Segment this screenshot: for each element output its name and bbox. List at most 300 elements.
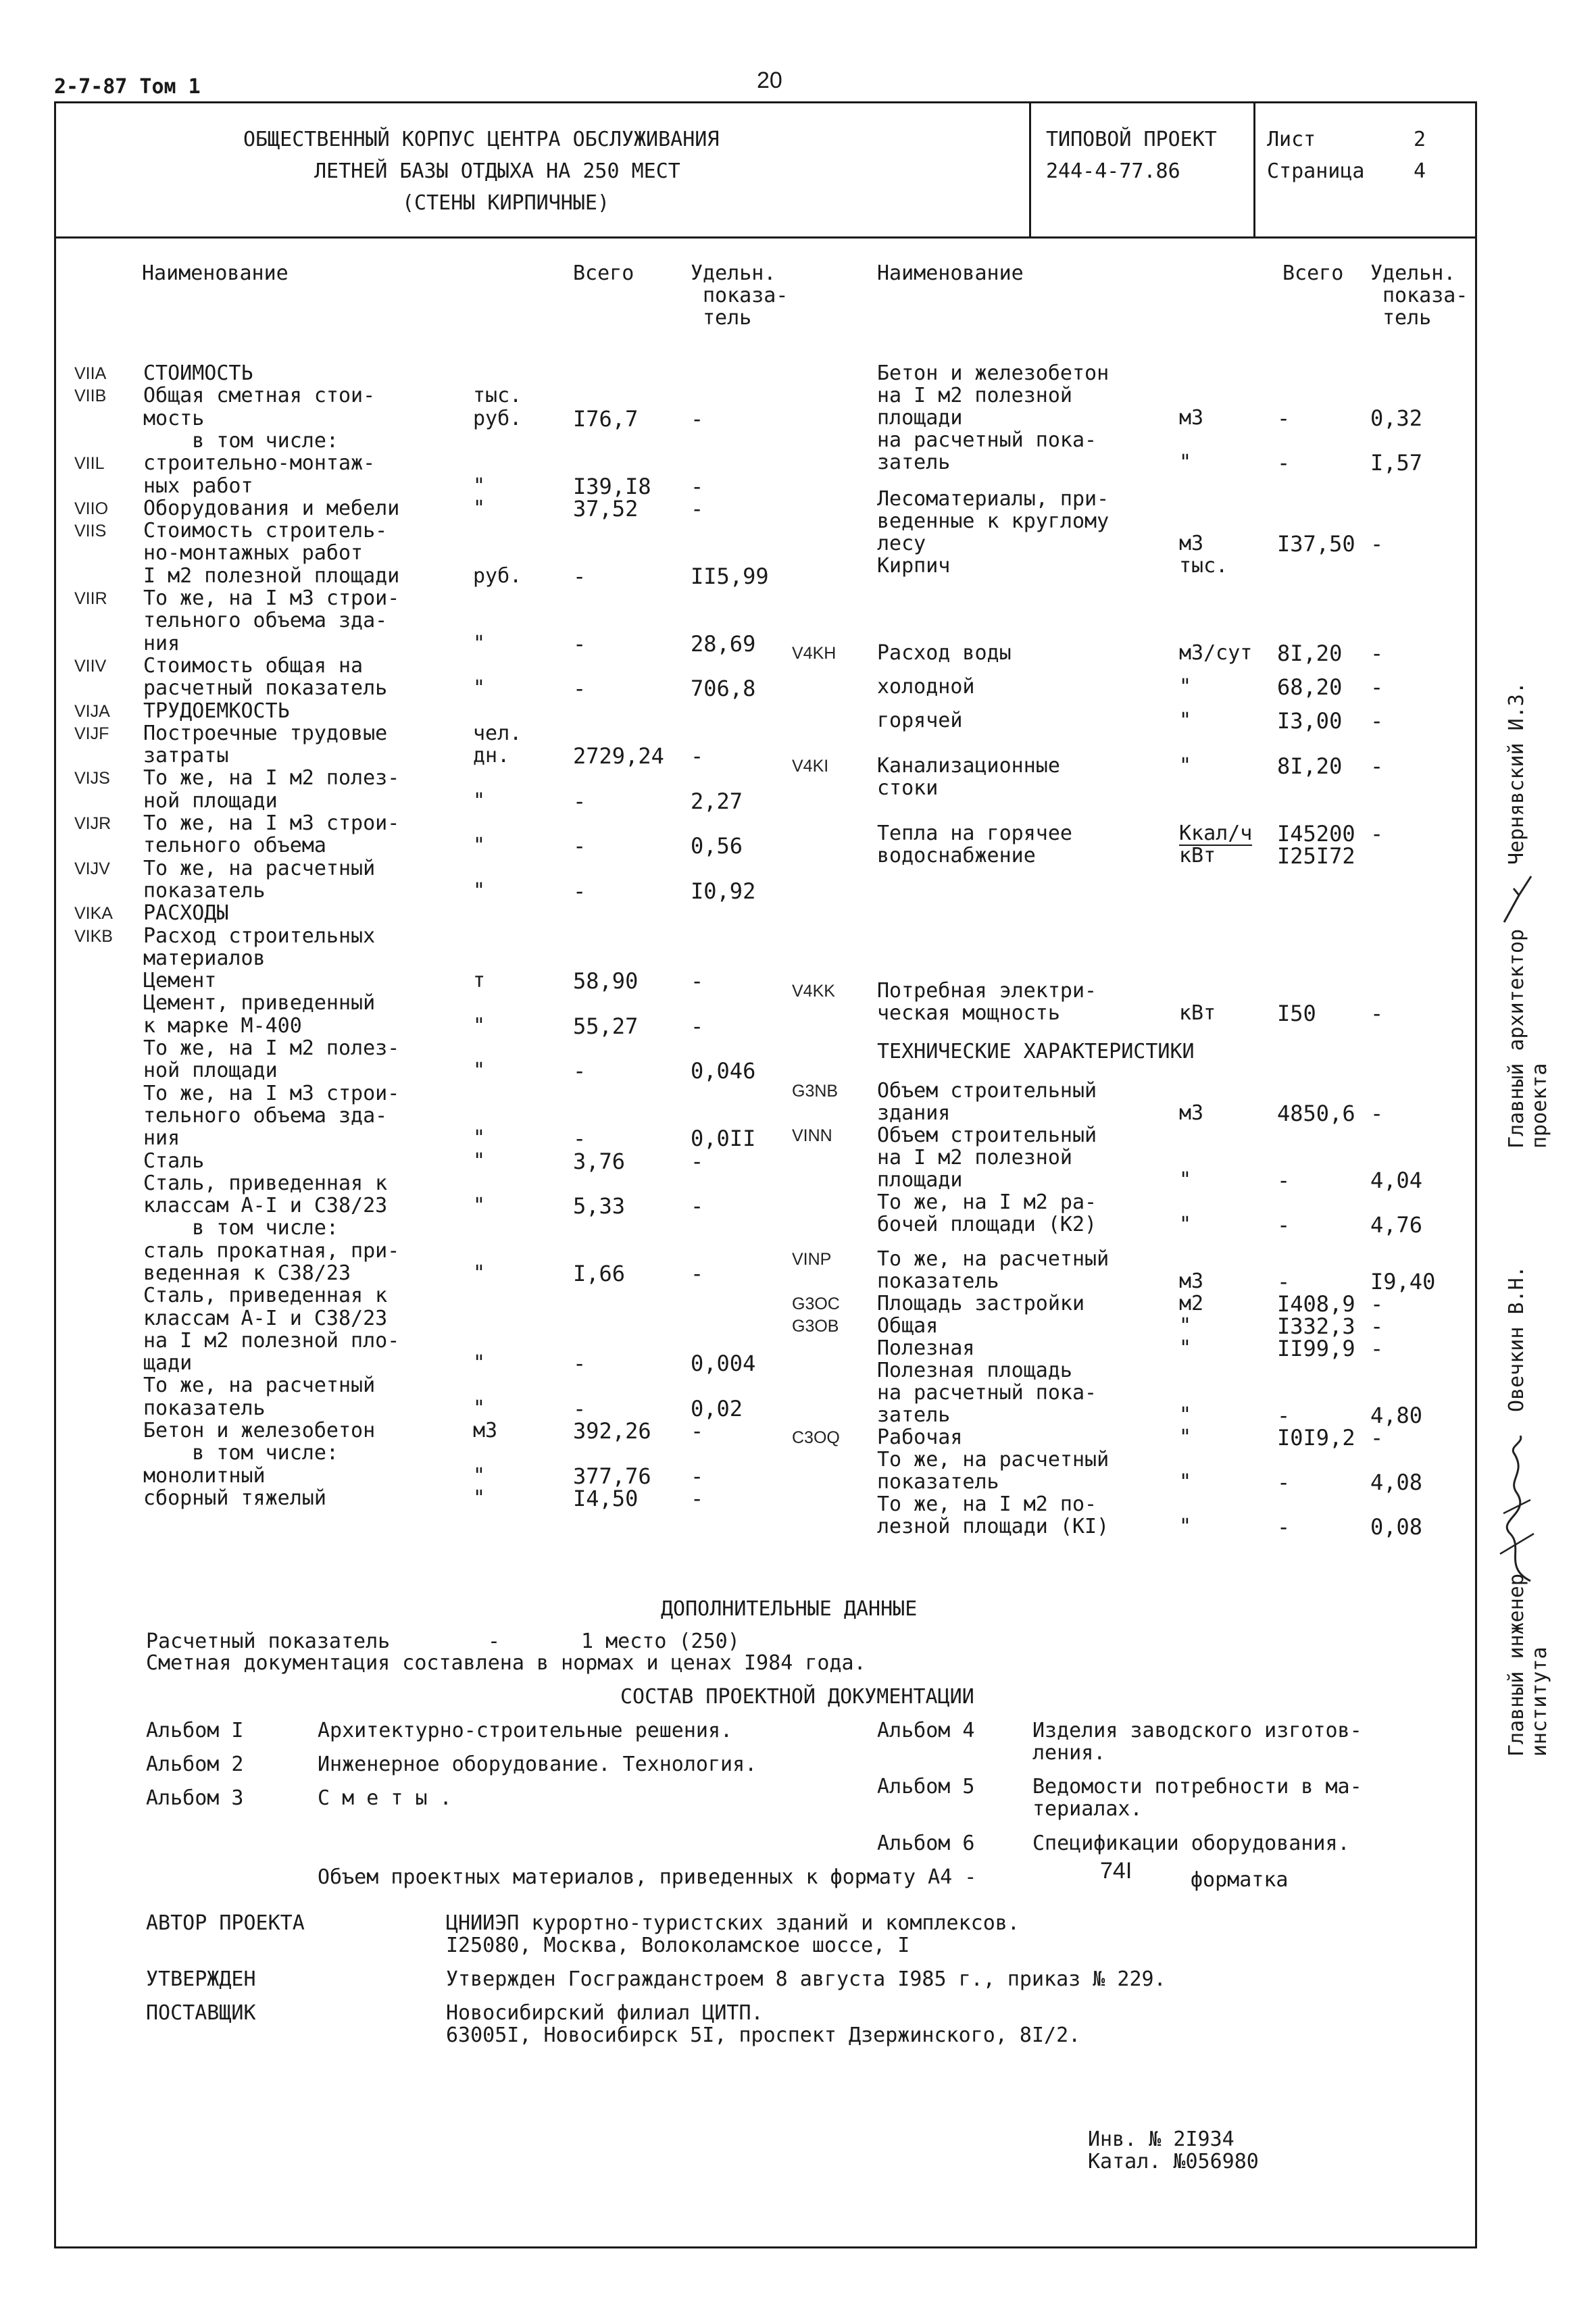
right-row-spec: - (1370, 1291, 1384, 1317)
right-row-total: - (1277, 1469, 1291, 1495)
project-label: ТИПОВОЙ ПРОЕКТ (1046, 128, 1217, 151)
left-row-name: тельного объема зда- (143, 609, 388, 632)
right-row-spec: - (1370, 1001, 1384, 1026)
right-row-name: лезной площади (КI) (877, 1515, 1109, 1538)
estimate-note: Сметная документация составлена в нормах и ценах I984 года. (146, 1651, 866, 1675)
right-row-name: Объем строительный (877, 1124, 1097, 1147)
right-row-spec: 4,08 (1370, 1469, 1423, 1495)
left-row-spec: - (691, 1149, 704, 1174)
left-row-total: 2729,24 (573, 743, 664, 769)
right-row-spec: 4,80 (1370, 1403, 1423, 1428)
left-row-unit: " (473, 632, 486, 655)
right-row-total: 8I,20 (1277, 640, 1343, 666)
right-row-name: Бетон и железобетон (877, 361, 1109, 385)
left-row-code: VIIR (74, 589, 107, 608)
right-row-spec: - (1370, 753, 1384, 779)
album-3-text: С м е т ы . (318, 1786, 452, 1810)
left-row-unit: " (473, 1149, 486, 1173)
right-row-total: I408,9 (1277, 1291, 1355, 1317)
left-row-name: расчетный показатель (143, 676, 388, 700)
right-row-unit: м3 (1179, 1269, 1204, 1293)
extra-heading: ДОПОЛНИТЕЛЬНЫЕ ДАННЫЕ (661, 1597, 918, 1621)
right-row-total: I50 (1277, 1001, 1316, 1026)
album-6-label: Альбом 6 (877, 1832, 975, 1855)
right-row-name: площади (877, 406, 963, 430)
right-row-total: 68,20 (1277, 674, 1343, 700)
col-header-total: Всего (573, 261, 634, 285)
supplier-label: ПОСТАВЩИК (146, 2001, 256, 2025)
left-row-name: монолитный (143, 1464, 266, 1488)
left-row-total: 58,90 (573, 968, 639, 994)
left-row-unit: " (473, 676, 486, 700)
right-row-unit: " (1179, 1515, 1192, 1538)
right-row-name: Тепла на горячее (877, 822, 1072, 845)
left-row-name: классам А-I и С38/23 (143, 1307, 388, 1330)
right-row-name: Потребная электри- (877, 979, 1097, 1003)
left-row-total: - (573, 676, 587, 701)
right-row-name: здания (877, 1101, 951, 1125)
engineer-signature (1490, 1432, 1544, 1588)
left-row-name: Стоимость общая на (143, 654, 364, 678)
approved-label: УТВЕРЖДЕН (146, 1967, 256, 1991)
right-row-name: Лесоматериалы, при- (877, 487, 1109, 511)
left-row-code: VIJF (74, 724, 109, 743)
left-row-total: I4,50 (573, 1486, 639, 1511)
right-row-name: площади (877, 1168, 963, 1192)
page-label: Страница (1267, 159, 1365, 183)
sheet-value: 2 (1414, 128, 1426, 151)
left-row-name: То же, на расчетный (143, 1374, 376, 1397)
left-row-code: VIJS (74, 769, 110, 788)
right-row-name: бочей площади (К2) (877, 1213, 1097, 1236)
right-row-unit: " (1179, 1168, 1192, 1192)
left-row-total: - (573, 1058, 587, 1084)
right-row-name: водоснабжение (877, 844, 1036, 867)
right-row-total: - (1277, 1212, 1291, 1238)
right-row-spec: - (1370, 531, 1384, 557)
right-row-spec: 4,04 (1370, 1167, 1423, 1193)
chief-architect-name: Чернявский И.З. (1505, 682, 1528, 865)
left-row-total: - (573, 631, 587, 657)
right-row-name: на I м2 полезной (877, 1146, 1072, 1169)
right-row-unit: " (1179, 1403, 1192, 1427)
left-row-name: ния (143, 632, 180, 655)
right-row-spec: 0,32 (1370, 405, 1423, 431)
album-4-label: Альбом 4 (877, 1719, 975, 1742)
volume-value: 74I (1100, 1858, 1132, 1884)
right-row-spec: 0,08 (1370, 1514, 1423, 1540)
right-row-total: I332,3 (1277, 1313, 1355, 1339)
right-row-unit: Ккал/ч (1179, 822, 1253, 845)
left-row-unit: руб. (473, 564, 522, 588)
left-row-unit: тыс. (473, 384, 522, 407)
col-header-spec-right-1: Удельн. (1370, 261, 1456, 285)
album-4-text: Изделия заводского изготов- (1032, 1719, 1362, 1742)
left-row-unit: " (473, 1014, 486, 1038)
left-row-name: ния (143, 1126, 180, 1150)
right-row-spec: - (1370, 1425, 1384, 1451)
header-title-3: (СТЕНЫ КИРПИЧНЫЕ) (402, 191, 610, 215)
left-row-code: VIIS (74, 522, 107, 540)
left-row-spec: 0,046 (691, 1058, 756, 1084)
left-row-name: ной площади (143, 789, 278, 813)
author-line-2: I25080, Москва, Волоколамское шоссе, I (446, 1934, 910, 1957)
right-row-code: V4KK (792, 982, 835, 1001)
doc-reference: 2-7-87 Том 1 (54, 75, 201, 99)
left-row-name: Оборудования и мебели (143, 497, 400, 520)
left-row-code: VIJR (74, 814, 111, 833)
chief-engineer-title-1: Главный инженер (1505, 1574, 1528, 1757)
right-row-spec: - (1370, 1101, 1384, 1126)
left-row-spec: - (691, 1013, 704, 1039)
right-row-total: I25I72 (1277, 843, 1355, 869)
left-row-name: Сталь, приведенная к (143, 1284, 388, 1307)
right-row-unit: м3 (1179, 1101, 1204, 1125)
author-label: АВТОР ПРОЕКТА (146, 1911, 305, 1935)
left-row-unit: м3 (473, 1419, 498, 1442)
left-row-name: То же, на I м3 строи- (143, 811, 400, 835)
page-value: 4 (1414, 159, 1426, 183)
left-row-unit: " (473, 1261, 486, 1285)
right-row-code: G3OB (792, 1317, 839, 1336)
right-row-code: V4KI (792, 757, 829, 776)
right-row-unit: " (1179, 709, 1192, 732)
right-row-unit: " (1179, 451, 1192, 474)
author-line-1: ЦНИИЭП курортно-туристских зданий и комплексов. (446, 1911, 1020, 1935)
left-row-total: 3,76 (573, 1149, 626, 1174)
right-row-total: 4850,6 (1277, 1101, 1355, 1126)
left-row-unit: руб. (473, 407, 522, 430)
left-row-name: СТОИМОСТЬ (143, 361, 253, 385)
left-row-total: - (573, 1126, 587, 1151)
left-row-unit: " (473, 1194, 486, 1217)
left-row-name: То же, на I м3 строи- (143, 586, 400, 610)
right-row-name: на I м2 полезной (877, 384, 1072, 407)
left-row-code: VIIL (74, 454, 105, 473)
right-row-name: Полезная (877, 1336, 975, 1360)
right-row-total: I45200 (1277, 821, 1355, 847)
right-row-spec: - (1370, 1313, 1384, 1339)
left-row-name: мость (143, 407, 205, 430)
album-1-label: Альбом I (146, 1719, 244, 1742)
right-row-spec: - (1370, 674, 1384, 700)
right-row-unit: " (1179, 1314, 1192, 1338)
right-row-code: G3NB (792, 1082, 839, 1101)
calc-indicator-value: 1 место (250) (581, 1630, 740, 1653)
col-header-name-right: Наименование (877, 261, 1024, 285)
left-row-unit: " (473, 1059, 486, 1082)
right-row-total: I3,00 (1277, 708, 1343, 734)
left-row-unit: чел. (473, 722, 522, 745)
right-row-name: на расчетный пока- (877, 1381, 1097, 1405)
album-6-text: Спецификации оборудования. (1032, 1832, 1350, 1855)
right-row-unit: " (1179, 1336, 1192, 1360)
left-row-spec: - (691, 496, 704, 522)
left-row-total: - (573, 878, 587, 904)
page-number: 20 (757, 68, 782, 93)
left-row-total: 37,52 (573, 496, 639, 522)
left-row-name: но-монтажных работ (143, 541, 364, 565)
left-row-spec: - (691, 406, 704, 432)
right-row-name: затель (877, 1403, 951, 1427)
left-row-code: VIKA (74, 904, 113, 923)
right-row-name: показатель (877, 1470, 999, 1494)
left-row-name: показатель (143, 1397, 266, 1420)
approved-text: Утвержден Госгражданстроем 8 августа I985 г., приказ № 229. (446, 1967, 1166, 1991)
right-row-total: - (1277, 1269, 1291, 1294)
left-row-name: затраты (143, 744, 229, 768)
left-row-code: VIIA (74, 364, 107, 383)
left-row-spec: - (691, 968, 704, 994)
left-row-unit: " (473, 789, 486, 813)
right-row-name: Объем строительный (877, 1079, 1097, 1103)
left-row-name: строительно-монтаж- (143, 451, 376, 475)
right-row-spec: 4,76 (1370, 1212, 1423, 1238)
right-row-name: То же, на I м2 ра- (877, 1190, 1097, 1214)
left-row-name: Сталь, приведенная к (143, 1172, 388, 1195)
left-row-total: 392,26 (573, 1418, 651, 1444)
left-row-unit: " (473, 1397, 486, 1420)
left-row-name: ных работ (143, 474, 253, 498)
right-row-unit: " (1179, 675, 1192, 699)
catalog-number: Катал. №056980 (1088, 2150, 1259, 2173)
left-row-name: Стоимость строитель- (143, 519, 388, 543)
right-row-name: Кирпич (877, 554, 951, 578)
left-row-spec: - (691, 1486, 704, 1511)
left-row-spec: I0,92 (691, 878, 756, 904)
right-row-code: C3OQ (792, 1428, 840, 1447)
col-header-spec-3: тель (703, 306, 752, 330)
left-row-total: - (573, 1396, 587, 1422)
left-row-name: РАСХОДЫ (143, 901, 229, 925)
col-header-spec-1: Удельн. (691, 261, 776, 285)
left-row-name: Цемент, приведенный (143, 991, 376, 1015)
left-row-total: - (573, 833, 587, 859)
col-header-spec-right-3: тель (1382, 306, 1432, 330)
right-row-code: G3OC (792, 1294, 840, 1313)
left-row-name: Расход строительных (143, 924, 376, 948)
right-row-name: веденные к круглому (877, 509, 1109, 533)
left-row-name: То же, на I м3 строи- (143, 1082, 400, 1105)
left-row-spec: 0,56 (691, 833, 743, 859)
left-row-unit: " (473, 834, 486, 857)
album-1-text: Архитектурно-строительные решения. (318, 1719, 733, 1742)
right-row-spec: I9,40 (1370, 1269, 1436, 1294)
right-row-total: - (1277, 1167, 1291, 1193)
left-row-name: в том числе: (143, 1441, 339, 1465)
left-row-spec: - (691, 1193, 704, 1219)
left-row-code: VIJV (74, 859, 110, 878)
left-row-unit: т (473, 969, 486, 992)
right-row-name: ТЕХНИЧЕСКИЕ ХАРАКТЕРИСТИКИ (877, 1040, 1195, 1063)
right-row-name: на расчетный пока- (877, 428, 1097, 452)
inventory-number: Инв. № 2I934 (1088, 2128, 1235, 2151)
sheet-label: Лист (1267, 128, 1316, 151)
right-row-unit: м2 (1179, 1292, 1204, 1315)
left-row-name: тельного объема (143, 834, 326, 857)
header-divider (54, 236, 1477, 238)
header-vdivider-2 (1253, 101, 1255, 238)
right-row-name: Площадь застройки (877, 1292, 1085, 1315)
right-row-unit: м3 (1179, 532, 1204, 555)
left-row-spec: 0,0II (691, 1126, 756, 1151)
right-row-total: - (1277, 1403, 1291, 1428)
right-row-unit: " (1179, 1213, 1192, 1236)
right-row-spec: - (1370, 640, 1384, 666)
right-row-name: затель (877, 451, 951, 474)
right-row-total: 8I,20 (1277, 753, 1343, 779)
left-row-unit: дн. (473, 744, 510, 768)
album-5-label: Альбом 5 (877, 1775, 975, 1799)
left-row-name: То же, на I м2 полез- (143, 1036, 400, 1060)
header-title-2: ЛЕТНЕЙ БАЗЫ ОТДЫХА НА 250 МЕСТ (314, 159, 680, 183)
right-row-unit: " (1179, 1426, 1192, 1449)
chief-engineer-title-2: института (1528, 1646, 1551, 1757)
right-row-name: Рабочая (877, 1426, 963, 1449)
right-row-spec: - (1370, 1336, 1384, 1361)
left-row-spec: 28,69 (691, 631, 756, 657)
left-row-spec: 0,02 (691, 1396, 743, 1422)
left-row-unit: " (473, 1351, 486, 1375)
left-row-code: VIJA (74, 702, 110, 721)
left-row-total: I,66 (573, 1261, 626, 1286)
col-header-name: Наименование (142, 261, 289, 285)
right-row-total: - (1277, 405, 1291, 431)
architect-signature (1499, 868, 1539, 929)
left-row-spec: 0,004 (691, 1351, 756, 1376)
right-row-name: То же, на расчетный (877, 1247, 1109, 1271)
left-row-total: I76,7 (573, 406, 639, 432)
right-row-spec: - (1370, 708, 1384, 734)
album-5-text-2: териалах. (1032, 1797, 1143, 1821)
left-row-name: Построечные трудовые (143, 722, 388, 745)
left-row-name: сборный тяжелый (143, 1486, 326, 1510)
right-row-unit: " (1179, 1470, 1192, 1494)
right-row-name: Общая (877, 1314, 939, 1338)
right-row-total: I0I9,2 (1277, 1425, 1355, 1451)
right-row-unit: кВт (1179, 844, 1216, 867)
right-row-name: То же, на I м2 по- (877, 1492, 1097, 1516)
chief-architect-title-1: Главный архитектор (1505, 928, 1528, 1149)
left-row-name: То же, на расчетный (143, 857, 376, 880)
right-row-unit: м3/сут (1179, 641, 1253, 665)
right-row-code: VINP (792, 1250, 832, 1269)
left-row-name: Цемент (143, 969, 217, 992)
left-row-spec: - (691, 474, 704, 499)
col-header-spec-right-2: показа- (1382, 284, 1468, 307)
left-row-name: в том числе: (143, 1216, 339, 1240)
left-row-name: I м2 полезной площади (143, 564, 400, 588)
left-row-name: тельного объема зда- (143, 1104, 388, 1128)
left-row-name: классам А-I и С38/23 (143, 1194, 388, 1217)
right-row-name: Расход воды (877, 641, 1012, 665)
right-row-code: VINN (792, 1126, 832, 1145)
right-row-total: - (1277, 450, 1291, 476)
left-row-spec: 2,27 (691, 788, 743, 814)
right-row-unit: кВт (1179, 1001, 1216, 1025)
header-title-1: ОБЩЕСТВЕННЫЙ КОРПУС ЦЕНТРА ОБСЛУЖИВАНИЯ (243, 128, 720, 151)
left-row-unit: " (473, 879, 486, 903)
supplier-line-2: 63005I, Новосибирск 5I, проспект Дзержинского, 8I/2. (446, 2023, 1081, 2047)
right-row-name: То же, на расчетный (877, 1448, 1109, 1472)
left-row-total: - (573, 1351, 587, 1376)
left-row-spec: 706,8 (691, 676, 756, 701)
album-3-label: Альбом 3 (146, 1786, 244, 1810)
right-row-name: холодной (877, 675, 975, 699)
left-row-code: VIKB (74, 927, 113, 946)
left-row-name: Сталь (143, 1149, 205, 1173)
volume-line: Объем проектных материалов, приведенных к формату А4 - (318, 1865, 977, 1889)
calc-indicator-label: Расчетный показатель (146, 1630, 391, 1653)
chief-architect-title-2: проекта (1528, 1063, 1551, 1149)
right-row-name: ческая мощность (877, 1001, 1060, 1025)
left-row-code: VIIV (74, 657, 107, 676)
left-row-total: - (573, 788, 587, 814)
right-row-name: показатель (877, 1269, 999, 1293)
header-vdivider-1 (1029, 101, 1031, 238)
col-header-total-right: Всего (1282, 261, 1344, 285)
left-row-total: I39,I8 (573, 474, 651, 499)
calc-indicator-dash: - (488, 1630, 501, 1653)
right-row-unit: м3 (1179, 406, 1204, 430)
left-row-name: Бетон и железобетон (143, 1419, 376, 1442)
chief-engineer-name: Овечкин В.Н. (1505, 1265, 1528, 1412)
right-row-name: лесу (877, 532, 926, 555)
right-row-spec: I,57 (1370, 450, 1423, 476)
right-row-name: горячей (877, 709, 963, 732)
right-row-spec: - (1370, 821, 1384, 847)
left-row-name: Общая сметная стои- (143, 384, 376, 407)
left-row-unit: " (473, 497, 486, 520)
left-row-total: 5,33 (573, 1193, 626, 1219)
left-row-spec: II5,99 (691, 563, 769, 589)
left-row-unit: " (473, 1464, 486, 1488)
col-header-spec-2: показа- (703, 284, 789, 307)
left-row-name: на I м2 полезной пло- (143, 1329, 400, 1353)
left-row-code: VIIB (74, 386, 107, 405)
album-4-text-2: ления. (1032, 1741, 1106, 1765)
right-row-name: стоки (877, 776, 939, 800)
right-row-total: II99,9 (1277, 1336, 1355, 1361)
left-row-name: сталь прокатная, при- (143, 1239, 400, 1263)
left-row-spec: - (691, 1261, 704, 1286)
right-row-unit: " (1179, 754, 1192, 778)
left-row-name: к марке М-400 (143, 1014, 302, 1038)
left-row-name: То же, на I м2 полез- (143, 766, 400, 790)
composition-heading: СОСТАВ ПРОЕКТНОЙ ДОКУМЕНТАЦИИ (620, 1685, 974, 1709)
supplier-line-1: Новосибирский филиал ЦИТП. (446, 2001, 764, 2025)
right-row-name: Полезная площадь (877, 1359, 1072, 1382)
album-2-label: Альбом 2 (146, 1753, 244, 1776)
left-row-name: ТРУДОЕМКОСТЬ (143, 699, 290, 723)
album-2-text: Инженерное оборудование. Технология. (318, 1753, 757, 1776)
left-row-name: веденная к С38/23 (143, 1261, 351, 1285)
left-row-unit: " (473, 474, 486, 498)
left-row-name: показатель (143, 879, 266, 903)
right-row-unit: тыс. (1179, 554, 1228, 578)
volume-unit: форматка (1191, 1868, 1289, 1892)
left-row-name: ной площади (143, 1059, 278, 1082)
left-row-unit: " (473, 1126, 486, 1150)
left-row-name: щади (143, 1351, 193, 1375)
left-row-spec: - (691, 1418, 704, 1444)
left-row-total: 55,27 (573, 1013, 639, 1039)
right-row-code: V4KH (792, 644, 837, 663)
left-row-name: в том числе: (143, 429, 339, 453)
right-row-total: I37,50 (1277, 531, 1355, 557)
left-row-code: VIIO (74, 499, 109, 518)
left-row-total: 377,76 (573, 1463, 651, 1489)
